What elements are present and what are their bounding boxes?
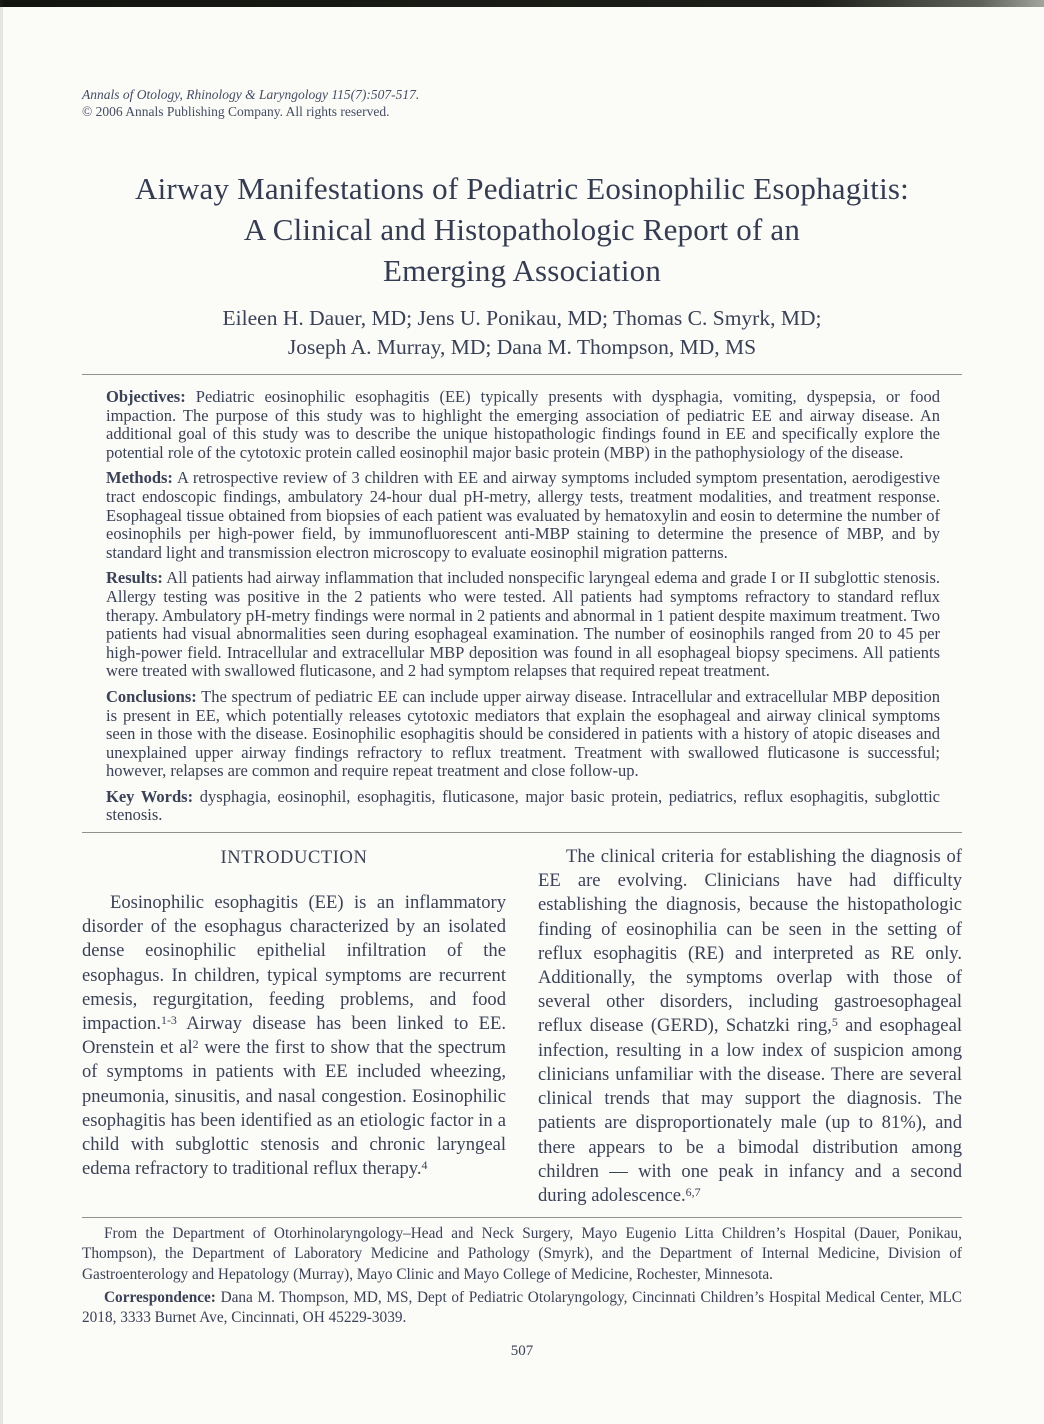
abstract-methods-label: Methods: [106, 468, 173, 488]
page-number: 507 [510, 1342, 534, 1359]
abstract-conclusions-text: The spectrum of pediatric EE can include upper airway disease. Intracellular and extracellular MBP deposition is present in EE, which potentially releases cytotoxic mediators that explain the esophageal and airway clinical symptoms seen in those with the disease. Eosinophilic esophagitis should be considered in patients with a history of atopic diseases and unexplained upper airway findings refractory to reflux treatment. Treatment with swallowed fluticasone is successful; however, relapses are common and require repeat treatment and close follow-up. [106, 686, 940, 781]
abstract-results-text: All patients had airway inflammation that included nonspecific laryngeal edema and grade I or II subglottic stenosis. Allergy testing was positive in the 2 patients who were tested. All patients had symptoms refractory to standard reflux therapy. Ambulatory pH-metry findings were normal in 2 patients and abnormal in 1 patient despite maximum treatment. Two patients had visual abnormalities seen during esophageal examination. The number of eosinophils ranged from 20 to 45 per high-power field. Intracellular and extracellular MBP deposition was found in all esophageal biopsy specimens. All patients were treated with swallowed fluticasone, and 2 had symptom relapses that required repeat treatment. [106, 568, 940, 681]
correspondence-label: Correspondence: [104, 1289, 216, 1306]
abstract-methods-text: A retrospective review of 3 children with EE and airway symptoms included symptom presentation, aerodigestive tract endoscopic findings, ambulatory 24-hour dual pH-metry, allergy tests, treatment modalities, and treatment response. Esophageal tissue obtained from biopsies of each patient was evaluated by hematoxylin and eosin to determine the number of eosinophils per high-power field, by immunofluorescent anti-MBP staining to determine the presence of MBP, and by standard light and transmission electron microscopy to evaluate eosinophil migration patterns. [106, 468, 940, 562]
footnotes [82, 1224, 962, 1328]
affiliation-note: From the Department of Otorhinolaryngology–Head and Neck Surgery, Mayo Eugenio Litta Children’s Hospital (Dauer, Ponikau, Thompson), the Department of Laboratory Medicine and Pathology (Smyrk), and the Department of Internal Medicine, Division of Gastroenterology and Hepatology (Murray), Mayo Clinic and Mayo College of Medicine, Rochester, Minnesota. [82, 1225, 962, 1283]
author-line-2: Joseph A. Murray, MD; Dana M. Thompson, MD, MS [287, 334, 757, 359]
column-left [82, 845, 506, 1208]
correspondence-note [82, 1288, 962, 1329]
abstract-keywords-label: Key Words: [106, 786, 194, 806]
abstract-objectives-text: Pediatric eosinophilic esophagitis (EE) typically presents with dysphagia, vomiting, dyspepsia, or food impaction. The purpose of this study was to highlight the emerging association of pediatric EE and airway disease. An additional goal of this study was to describe the unique histopathologic findings found in EE and specifically explore the potential role of the cytotoxic protein called eosinophil major basic protein (MBP) in the pathophysiology of the disease. [106, 387, 940, 462]
scan-left-edge [0, 0, 3, 1424]
body-columns [82, 845, 962, 1208]
intro-paragraph-left: Eosinophilic esophagitis (EE) is an inflammatory disorder of the esophagus characterized by an isolated dense eosinophilic epithelial infiltration of the esophagus. In children, typical symptoms are recurrent emesis, regurgitation, feeding problems, and food impaction.$^{1-3}$ Airway disease has been linked to EE. Orenstein et $al^2$ were the first to show that the spectrum of symptoms in patients with EE included wheezing, pneumonia, sinusitis, and nasal congestion. Eosinophilic esophagitis has been identified as an etiologic factor in a child with subglottic stenosis and chronic laryngeal edema refractory to traditional reflux therapy.$^4$ [82, 892, 506, 1180]
title-line-3: Emerging Association [382, 253, 662, 288]
title-line-2: A Clinical and Histopathologic Report of an [243, 212, 801, 247]
masthead [82, 86, 962, 120]
abstract-objectives [106, 388, 940, 462]
scan-top-edge [0, 0, 1044, 7]
journal-citation: Annals of Otology, Rhinology & Laryngology 115(7):507-517. [82, 87, 420, 102]
copyright-line: © 2006 Annals Publishing Company. All rights reserved. [82, 104, 390, 119]
abstract-methods [106, 469, 940, 562]
section-heading-introduction: INTRODUCTION [220, 848, 368, 869]
divider-above-footnotes [82, 1217, 962, 1218]
author-list [82, 304, 962, 361]
abstract-conclusions-label: Conclusions: [106, 686, 197, 706]
divider-above-abstract [82, 374, 962, 375]
author-line-1: Eileen H. Dauer, MD; Jens U. Ponikau, MD; Thomas C. Smyrk, MD; [222, 306, 822, 330]
abstract-objectives-label: Objectives: [106, 387, 186, 406]
abstract-results [106, 569, 940, 681]
column-right [538, 845, 962, 1208]
correspondence-text: Dana M. Thompson, MD, MS, Dept of Pediatric Otolaryngology, Cincinnati Children’s Hospital Medical Center, MLC 2018, 3333 Burnet Ave, Cincinnati, OH 45229-3039. [82, 1289, 962, 1327]
divider-below-abstract [82, 832, 962, 833]
abstract-keywords [106, 788, 940, 825]
abstract-keywords-text: dysphagia, eosinophil, esophagitis, fluticasone, major basic protein, pediatrics, reflux esophagitis, subglottic stenosis. [106, 786, 941, 825]
intro-paragraph-right: The clinical criteria for establishing the diagnosis of EE are evolving. Clinicians have had difficulty establishing the diagnosis, because the histopathologic finding of eosinophilia can be seen in the setting of reflux esophagitis (RE) and interpreted as RE only. Additionally, the symptoms overlap with those of several other disorders, including gastroesophageal reflux disease (GERD), Schatzki ring,$^5$ and esophageal infection, resulting in a low index of suspicion among clinicians unfamiliar with the disease. There are several clinical trends that may support the diagnosis. The patients are disproportionately male (up to 81%), and there appears to be a bimodal distribution among children — with one peak in infancy and a second during adolescence.$^{6,7}$ [538, 846, 962, 1206]
abstract [106, 388, 940, 825]
article-title [82, 168, 962, 291]
abstract-results-label: Results: [106, 568, 163, 588]
abstract-conclusions [106, 688, 940, 781]
title-line-1: Airway Manifestations of Pediatric Eosinophilic Esophagitis: [135, 171, 909, 206]
